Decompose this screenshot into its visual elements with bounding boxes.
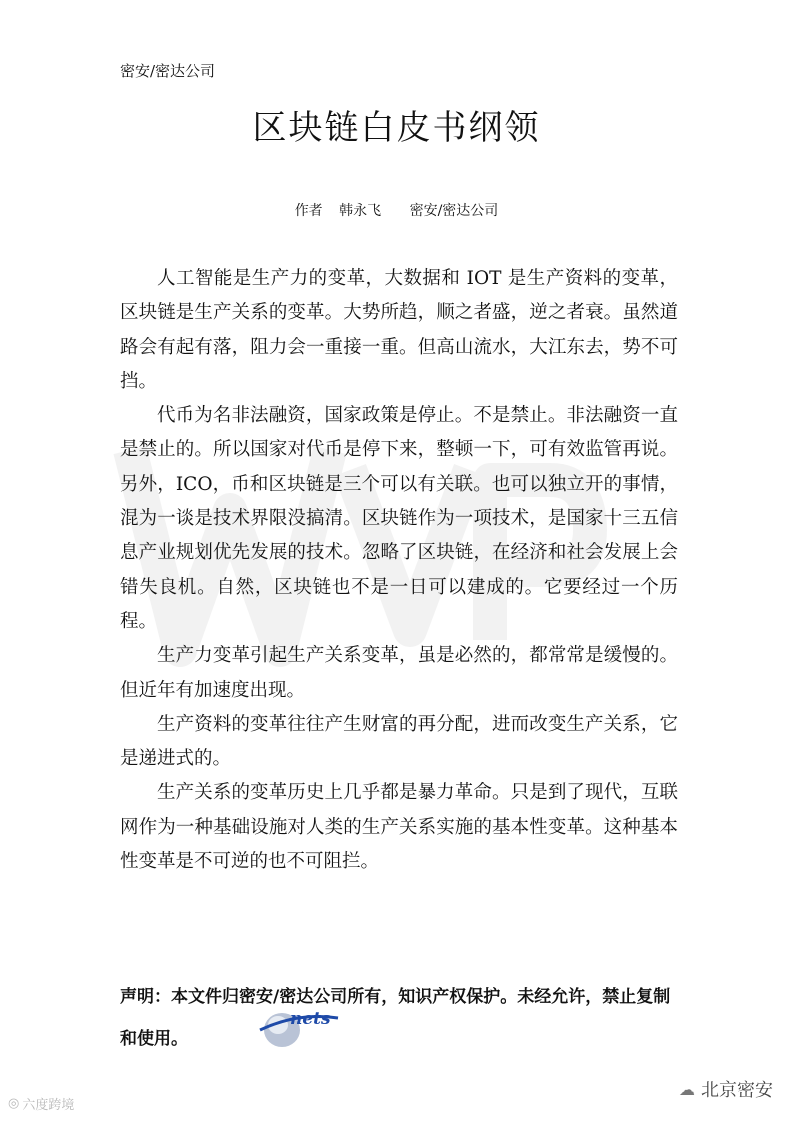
- paragraph: 生产资料的变革往往产生财富的再分配，进而改变生产关系，它是递进式的。: [120, 713, 678, 770]
- body-text: [120, 262, 678, 879]
- footer-left-text: 六度跨境: [22, 1098, 75, 1113]
- paragraph: 生产关系的变革历史上几乎都是暴力革命。只是到了现代，互联网作为一种基础设施对人类的生产关系实施的基本性变革。这种基本性变革是不可逆的也不可阻拦。: [120, 782, 678, 873]
- paragraph: 生产力变革引起生产关系变革，虽是必然的，都常常是缓慢的。但近年有加速度出现。: [120, 645, 678, 701]
- paragraph: 代币为名非法融资，国家政策是停止。不是禁止。非法融资一直是禁止的。所以国家对代币是停下来，整顿一下，可有效监管再说。另外，ICO，币和区块链是三个可以有关联。也可以独立开的事情，混为一谈是技术界限没搞清。区块链作为一项技术，是国家十三五信息产业规划优先发展的技术。忽略了区块链，在经济和社会发展上会错失良机。自然，区块链也不是一日可以建成的。它要经过一个历程。: [120, 405, 678, 632]
- brand-icon: ◎: [8, 1096, 20, 1111]
- footer-right-source: [679, 1076, 773, 1102]
- author-line: [0, 200, 793, 220]
- wechat-icon: ☁: [679, 1079, 695, 1099]
- document-title: 区块链白皮书纲领: [252, 108, 541, 148]
- copyright-notice: 声明：本文件归密安/密达公司所有，知识产权保护。未经允许，禁止复制和使用。: [120, 987, 671, 1049]
- paragraph: 人工智能是生产力的变革，大数据和 IOT 是生产资料的变革，区块链是生产关系的变革。大势所趋，顺之者盛，逆之者衰。虽然道路会有起有落，阻力会一重接一重。但高山流水，大江东去，势不可挡。: [120, 268, 678, 392]
- nets-logo: [258, 1000, 340, 1050]
- author-label: 作者: [294, 203, 323, 219]
- logo-text: nets: [290, 1009, 331, 1029]
- author-name: 韩永飞: [339, 203, 382, 219]
- footer-right-text: 北京密安: [701, 1080, 773, 1101]
- author-company: 密安/密达公司: [409, 203, 499, 219]
- footer-left-watermark: [8, 1094, 74, 1113]
- header-company: 密安/密达公司: [120, 62, 216, 80]
